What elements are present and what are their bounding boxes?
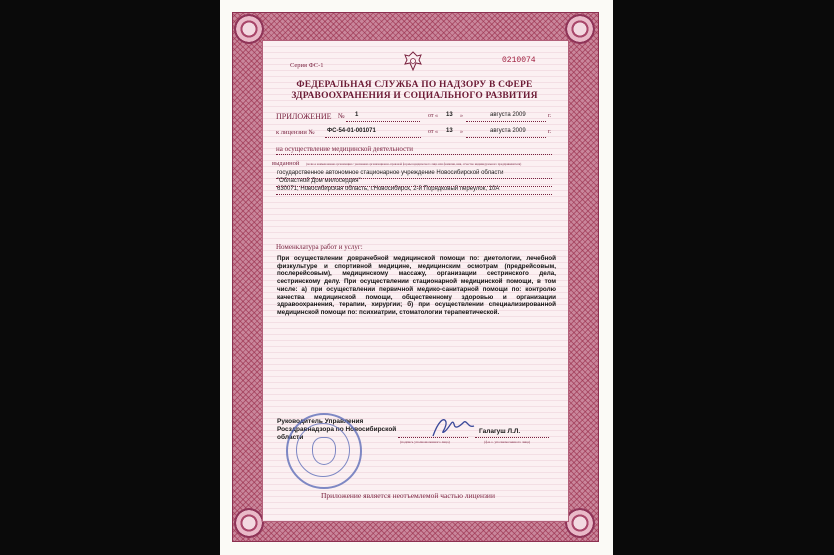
appendix-label: ПРИЛОЖЕНИЕ (276, 112, 332, 121)
organization-address: 630071, Новосибирская область, г.Новосибирск, 2-й Порядковый переулок, 10А (277, 186, 500, 192)
year-suffix: г. (548, 129, 552, 135)
license-date-line (466, 137, 546, 138)
footer-note: Приложение является неотъемлемой частью лицензии (321, 491, 495, 500)
head-title-line2: Росздравнадзора по Новосибирской (277, 426, 397, 433)
date-quote: » (460, 113, 463, 119)
date-quote: » (460, 129, 463, 135)
signature-line (398, 437, 468, 438)
org-line (276, 194, 552, 195)
issued-hint: (полное наименование организации с указанием организационно-правовой формы юридического лица или фамилия, имя, отчество индивидуального предпринимателя) (306, 162, 522, 166)
fio-hint: (ф.и.о. уполномоченного лица) (484, 440, 531, 444)
organization-name: государственное автономное стационарное учреждение Новосибирской области (277, 170, 504, 176)
license-day: 13 (446, 128, 453, 134)
appendix-month-year: августа 2009 (490, 112, 526, 118)
activity-text: на осуществление медицинской деятельности (276, 145, 414, 153)
date-from-label: от « (428, 129, 439, 135)
license-month-year: августа 2009 (490, 128, 526, 134)
appendix-no-label: № (338, 112, 345, 120)
appendix-day: 13 (446, 112, 453, 118)
issued-label: выданной (272, 160, 300, 167)
head-title-line3: области (277, 434, 304, 441)
agency-title-line1: ФЕДЕРАЛЬНАЯ СЛУЖБА ПО НАДЗОРУ В СФЕРЕ (296, 80, 533, 90)
form-number: 0210074 (502, 56, 536, 65)
corner-rosette (565, 14, 595, 44)
appendix-number: 1 (355, 112, 359, 118)
coat-of-arms-icon (402, 50, 424, 72)
organization-name-2: "Областной Дом милосердия" (277, 178, 361, 184)
services-text: При осуществлении доврачебной медицинской помощи по: диетологии, лечебной физкультуре и спортивной медицине, медицинским осмотрам (предрейсовым, послерейсовым), медицинскому массажу, организации сестринского дела, сестринскому делу. При осуществлении стационарной медицинской помощи, в том числе: а) при осуществлении первичной медико-санитарной помощи по: контролю качества медицинской помощи, общественному здоровью и организации здравоохранения, терапии, хирургии; б) при осуществлении специализированной медицинской помощи по: психиатрии, стоматологии терапевтической. (277, 255, 556, 316)
org-line (276, 186, 552, 187)
corner-rosette (234, 14, 264, 44)
corner-rosette (234, 508, 264, 538)
license-line (325, 137, 421, 138)
appendix-line (346, 121, 420, 122)
corner-rosette (565, 508, 595, 538)
agency-title-line2: ЗДРАВООХРАНЕНИЯ И СОЦИАЛЬНОГО РАЗВИТИЯ (291, 91, 538, 101)
signer-line (475, 437, 549, 438)
activity-line (276, 154, 552, 155)
nomenclature-label: Номенклатура работ и услуг: (276, 243, 363, 251)
license-number: ФС-54-01-001071 (327, 128, 376, 134)
license-label: к лицензии № (276, 129, 315, 136)
org-line (276, 178, 552, 179)
signature-icon (430, 412, 480, 440)
official-stamp (286, 413, 362, 489)
signature-hint: (подпись уполномоченного лица) (400, 440, 450, 444)
year-suffix: г. (548, 113, 552, 119)
appendix-date-line (466, 121, 546, 122)
head-title-line1: Руководитель Управления (277, 418, 364, 425)
date-from-label: от « (428, 113, 439, 119)
signer-name: Галагуш Л.Л. (479, 428, 521, 435)
series-label: Серия ФС-1 (290, 62, 324, 69)
